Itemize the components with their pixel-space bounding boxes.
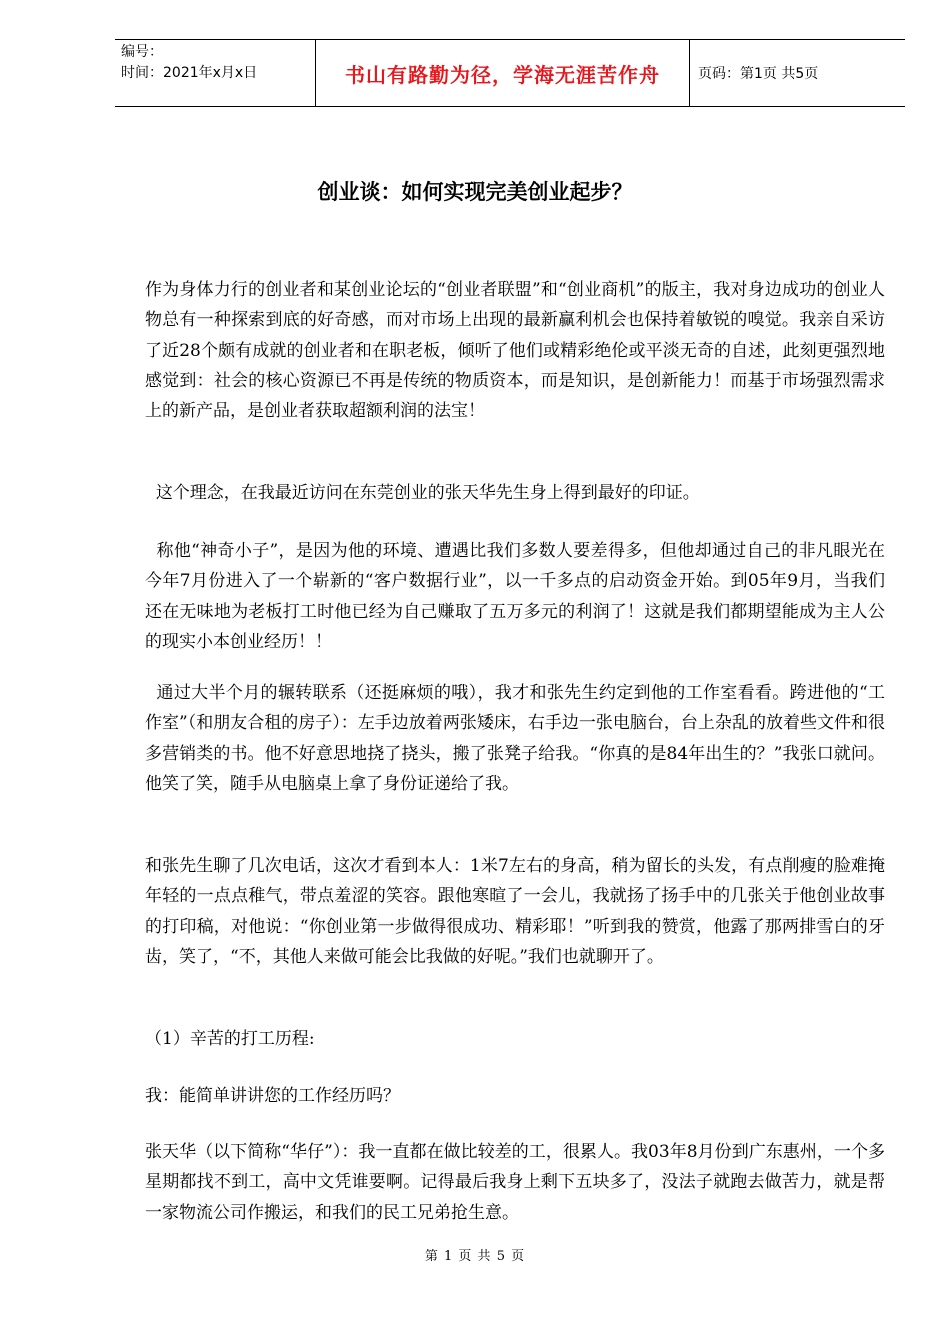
paragraph-5 bbox=[145, 851, 885, 972]
page-footer: 第 1 页 共 5 页 bbox=[424, 1249, 526, 1264]
header-time-label: 时间：2021年x月x日 bbox=[121, 65, 258, 81]
header-number-label: 编号： bbox=[121, 44, 163, 60]
paragraph-4-text: 通过大半个月的辗转联系（还挺麻烦的哦），我才和张先生约定到他的工作室看看。跨进他的“工作室”（和朋友合租的房子）：左手边放着两张矮床，右手边一张电脑台，台上杂乱的放着些文件和很多营销类的书。他不好意思地挠了挠头，搬了张凳子给我。“你真的是84年出生的？”我张口就问。他笑了笑，随手从电脑桌上拿了身份证递给了我。 bbox=[145, 683, 885, 794]
header-page-label: 页码：第1页 共5页 bbox=[698, 66, 819, 82]
paragraph-4 bbox=[145, 678, 885, 799]
paragraph-3-text: 称他“神奇小子”，是因为他的环境、遭遇比我们多数人要差得多，但他却通过自己的非凡眼光在今年7月份进入了一个崭新的“客户数据行业”，以一千多点的启动资金开始。到05年9月，当我们还在无味地为老板打工时他已经为自己赚取了五万多元的利润了！这就是我们都期望能成为主人公的现实小本创业经历！！ bbox=[145, 541, 885, 652]
paragraph-6-text: （1）辛苦的打工历程: bbox=[145, 1029, 315, 1049]
paragraph-1-text: 作为身体力行的创业者和某创业论坛的“创业者联盟”和“创业商机”的版主，我对身边成功的创业人物总有一种探索到底的好奇感，而对市场上出现的最新赢利机会也保持着敏锐的嗅觉。我亲自采访了近28个颇有成就的创业者和在职老板，倾听了他们或精彩绝伦或平淡无奇的自述，此刻更强烈地感觉到：社会的核心资源已不再是传统的物质资本，而是知识，是创新能力！而基于市场强烈需求上的新产品，是创业者获取超额利润的法宝！ bbox=[145, 280, 885, 422]
paragraph-3 bbox=[145, 536, 885, 657]
paragraph-8 bbox=[145, 1137, 885, 1228]
paragraph-7 bbox=[145, 1081, 885, 1111]
paragraph-5-text: 和张先生聊了几次电话，这次才看到本人：1米7左右的身高，稍为留长的头发，有点削瘦的脸难掩年轻的一点点稚气，带点羞涩的笑容。跟他寒暄了一会儿，我就扬了扬手中的几张关于他创业故事的打印稿，对他说：“你创业第一步做得很成功、精彩耶！”听到我的赞赏，他露了那两排雪白的牙齿，笑了，“不，其他人来做可能会比我做的好呢。”我们也就聊开了。 bbox=[145, 856, 885, 967]
paragraph-2-text: 这个理念，在我最近访问在东莞创业的张天华先生身上得到最好的印证。 bbox=[145, 483, 700, 503]
paragraph-8-text: 张天华（以下简称“华仔”）：我一直都在做比较差的工，很累人。我03年8月份到广东惠州，一个多星期都找不到工，高中文凭谁要啊。记得最后我身上剩下五块多了，没法子就跑去做苦力，就是帮一家物流公司作搬运，和我们的民工兄弟抢生意。 bbox=[145, 1142, 885, 1223]
paragraph-7-text: 我：能简单讲讲您的工作经历吗？ bbox=[145, 1086, 400, 1106]
paragraph-1 bbox=[145, 275, 885, 426]
document-header bbox=[115, 39, 905, 107]
header-motto: 书山有路勤为径，学海无涯苦作舟 bbox=[316, 40, 690, 106]
document-title: 创业谈：如何实现完美创业起步？ bbox=[317, 180, 633, 204]
paragraph-6 bbox=[145, 1024, 885, 1054]
header-meta-cell bbox=[115, 40, 316, 106]
paragraph-2 bbox=[145, 478, 885, 508]
